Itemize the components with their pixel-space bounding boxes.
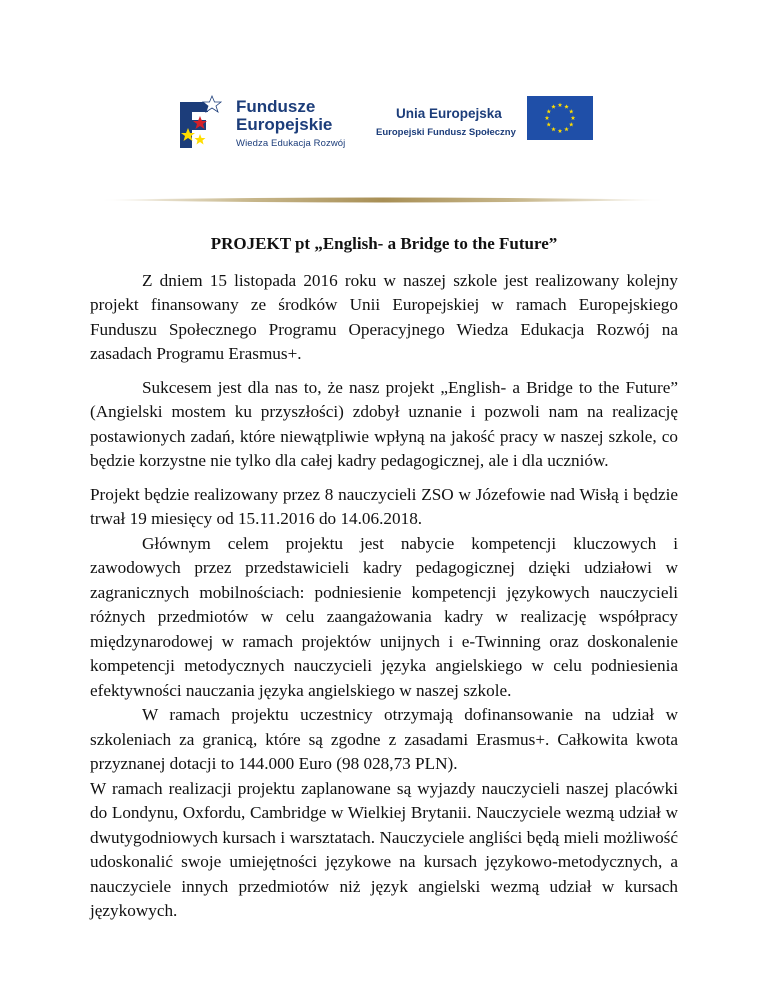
paragraph-success: Sukcesem jest dla nas to, że nasz projekt „English- a Bridge to the Future” (Angielski mostem ku przyszłości) zdobył uznanie i pozwoli nam na realizację postawionych zadań, które niewątpliwie wpłyną na jakość pracy w naszej szkole, co będzie korzystne nie tylko dla całej kadry pedagogicznej, ale i dla uczniów. xyxy=(90,377,678,470)
paragraph-participants: Projekt będzie realizowany przez 8 nauczycieli ZSO w Józefowie nad Wisłą i będzie trwał 19 miesięcy od 15.11.2016 do 14.06.2018. xyxy=(90,484,678,528)
fundusze-title-line2: Europejskie xyxy=(236,115,333,134)
paragraph-trips: W ramach realizacji projektu zaplanowane są wyjazdy nauczycieli naszej placówki do Londynu, Oxfordu, Cambridge w Wielkiej Brytanii. Nauczyciele wezmą udział w dwutygodniowych kursach i warsztatach. Nauczyciele angliści będą mieli możliwość udoskonalić swoje umiejętności językowe na kursach językowo-metodycznych, a nauczyciele innych przedmiotów niż język angielski wezmą udział w kursach językowych. xyxy=(90,778,678,920)
fundusze-europejskie-mark-icon xyxy=(178,94,230,152)
fundusze-subtitle: Wiedza Edukacja Rozwój xyxy=(236,138,346,149)
unia-title: Unia Europejska xyxy=(396,106,502,121)
paragraph-intro: Z dniem 15 listopada 2016 roku w naszej szkole jest realizowany kolejny projekt finansowany ze środków Unii Europejskiej w ramach Europejskiego Funduszu Społecznego Programu Operacyjnego Wiedza Edukacja Rozwój na zasadach Programu Erasmus+. xyxy=(90,270,678,363)
unia-europejska-logo xyxy=(376,96,596,154)
header-logos xyxy=(0,88,768,158)
paragraph-goal: Głównym celem projektu jest nabycie kompetencji kluczowych i zawodowych przez przedstawicieli kadry pedagogicznej dzięki udziałowi w zagranicznych mobilnościach: podniesienie kompetencji językowych nauczycieli różnych przedmiotów w celu zaangażowania kadry w realizację współpracy międzynarodowej w ramach projektów unijnych i e-Twinning oraz doskonalenie kompetencji metodycznych nauczycieli języka angielskiego w celu podniesienia efektywności nauczania języka angielskiego w naszej szkole. xyxy=(90,533,678,700)
paragraph-funding: W ramach projektu uczestnicy otrzymają dofinansowanie na udział w szkoleniach za granicą, które są zgodne z zasadami Erasmus+. Całkowita kwota przyznanej dotacji to 144.000 Euro (98 028,73 PLN). xyxy=(90,705,678,773)
fundusze-europejskie-logo xyxy=(178,94,348,156)
document-body xyxy=(90,232,678,924)
eu-flag-icon xyxy=(527,96,593,140)
fundusze-title-line1: Fundusze xyxy=(236,97,316,116)
header-divider xyxy=(100,196,666,204)
document-title: PROJEKT pt „English- a Bridge to the Future” xyxy=(210,234,558,253)
unia-subtitle: Europejski Fundusz Społeczny xyxy=(376,127,516,138)
